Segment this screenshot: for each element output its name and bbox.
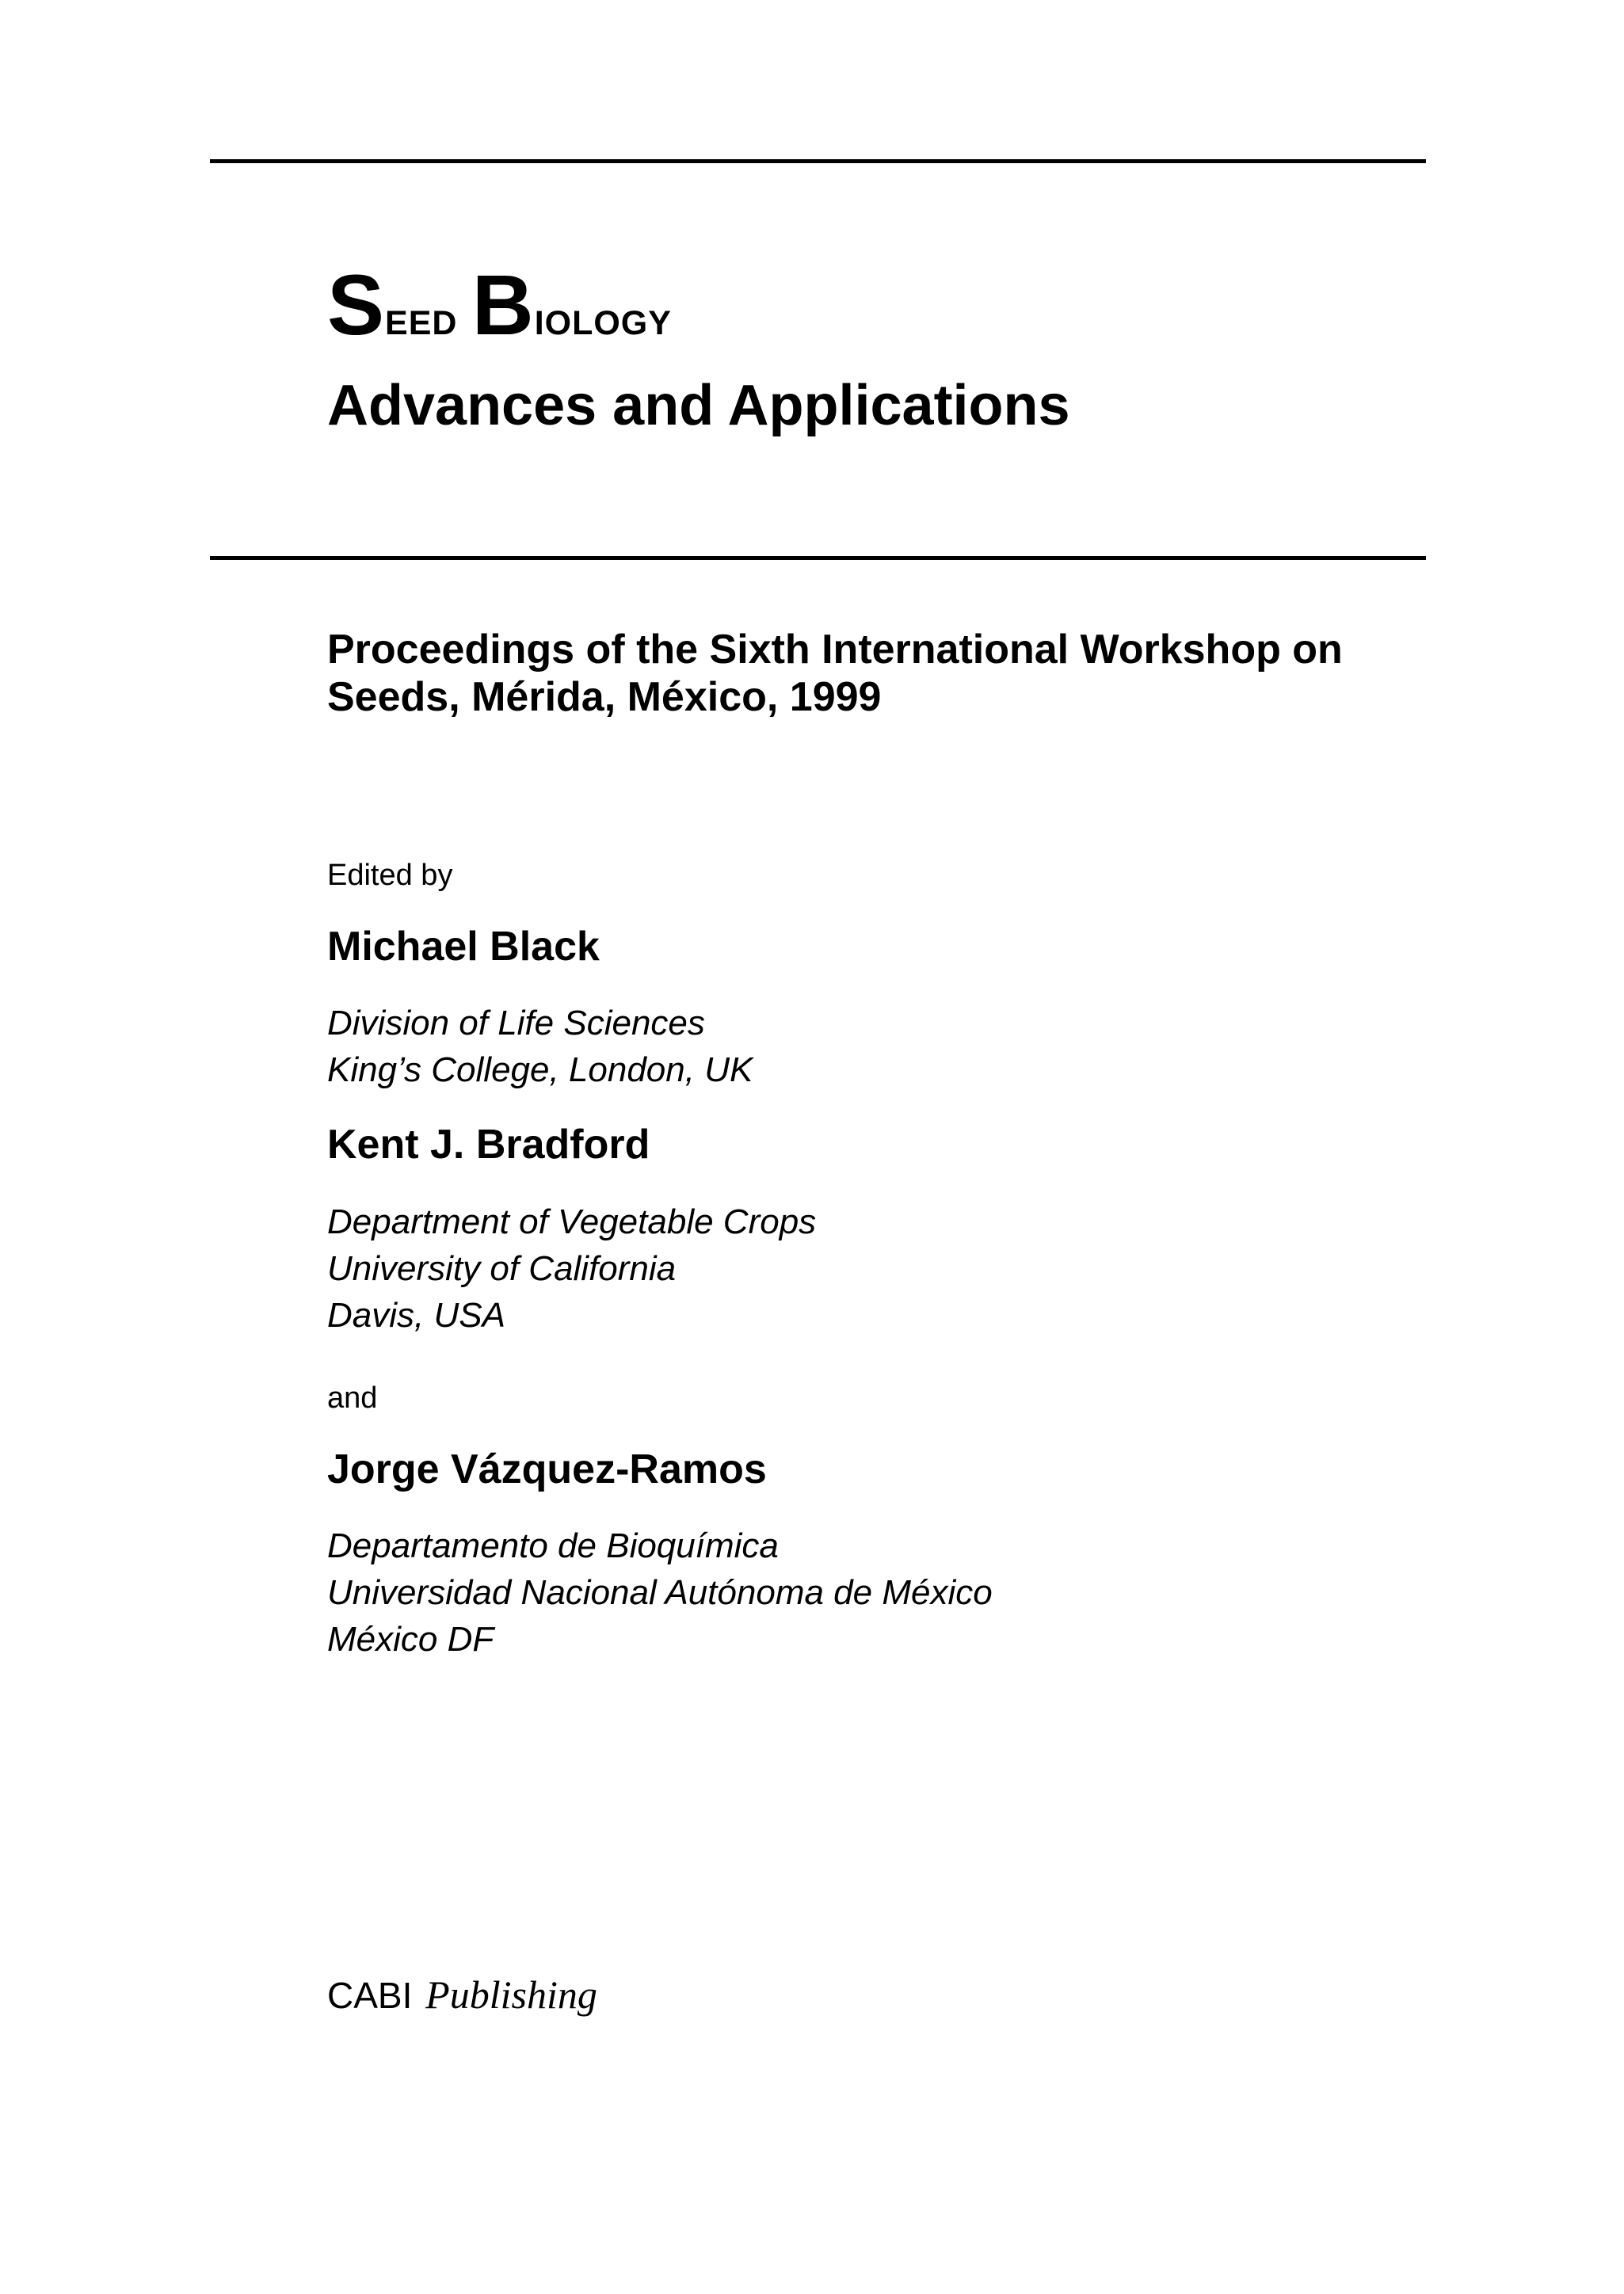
edited-by-label: Edited by xyxy=(327,859,453,892)
title-rest-biology: iology xyxy=(534,291,672,345)
publisher-suffix: Publishing xyxy=(425,1972,597,2017)
title-initial-b: B xyxy=(471,257,535,352)
book-title xyxy=(327,257,672,358)
affiliation-line: Universidad Nacional Autónoma de México xyxy=(327,1573,993,1612)
proceedings-line-1: Proceedings of the Sixth International Workshop on xyxy=(327,627,1343,673)
publisher-name: CABI xyxy=(327,1975,413,2016)
editor-affiliation-michael-black xyxy=(327,1000,753,1093)
editor-affiliation-jorge-vazquez-ramos xyxy=(327,1522,993,1663)
affiliation-line: Departamento de Bioquímica xyxy=(327,1526,779,1565)
proceedings-text xyxy=(327,626,1343,721)
and-label: and xyxy=(327,1381,378,1415)
title-initial-s: S xyxy=(327,257,386,352)
affiliation-line: México DF xyxy=(327,1620,494,1659)
editor-affiliation-kent-bradford xyxy=(327,1198,816,1339)
book-subtitle: Advances and Applications xyxy=(327,374,1070,437)
editor-name-kent-bradford: Kent J. Bradford xyxy=(327,1122,650,1168)
affiliation-line: Davis, USA xyxy=(327,1296,505,1335)
editor-name-michael-black: Michael Black xyxy=(327,924,600,970)
affiliation-line: Division of Life Sciences xyxy=(327,1004,705,1042)
proceedings-line-2: Seeds, Mérida, México, 1999 xyxy=(327,674,882,720)
affiliation-line: University of California xyxy=(327,1249,677,1288)
affiliation-line: King’s College, London, UK xyxy=(327,1050,753,1089)
top-rule xyxy=(210,159,1426,163)
title-rest-seed: eed xyxy=(385,291,458,345)
editor-name-jorge-vazquez-ramos: Jorge Vázquez-Ramos xyxy=(327,1446,767,1492)
affiliation-line: Department of Vegetable Crops xyxy=(327,1202,817,1241)
middle-rule xyxy=(210,556,1426,560)
publisher-imprint xyxy=(327,1971,597,2019)
